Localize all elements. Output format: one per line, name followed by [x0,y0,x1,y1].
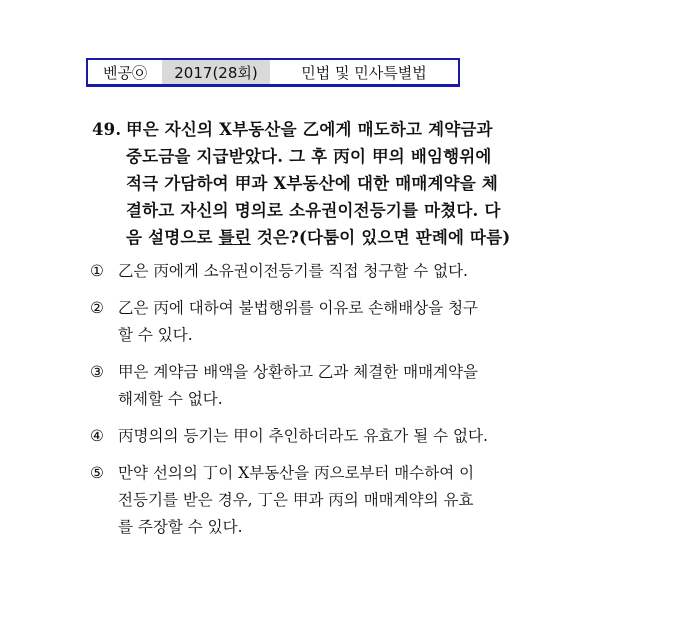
choice-5[interactable] [90,460,570,541]
exam-header [86,58,460,87]
question-line [92,170,570,197]
choice-marker: ⑤ [90,464,104,482]
choice-marker: ④ [90,427,104,445]
choice-text: 해제할 수 없다. [118,390,223,408]
choice-text: 乙은 丙에게 소유권이전등기를 직접 청구할 수 없다. [118,262,468,280]
question-text: 적극 가담하여 甲과 X부동산에 대한 매매계약을 체 [126,174,499,193]
choice-marker: ② [90,299,104,317]
choice-text: 를 주장할 수 있다. [118,518,243,536]
exam-year-label: 2017(28회) [162,60,270,84]
choice-3[interactable] [90,359,570,413]
choice-text: 만약 선의의 丁이 X부동산을 丙으로부터 매수하여 이 [118,464,475,482]
question-text: 중도금을 지급받았다. 그 후 丙이 甲의 배임행위에 [126,147,492,166]
choice-marker: ① [90,262,104,280]
choice-2[interactable] [90,295,570,349]
question-line [92,143,570,170]
question-text: 결하고 자신의 명의로 소유권이전등기를 마쳤다. 다 [126,201,501,220]
question-text: 甲은 자신의 X부동산을 乙에게 매도하고 계약금과 [126,120,493,139]
emphasis-word: 틀린 [218,228,251,247]
choice-marker: ③ [90,363,104,381]
subject-label: 민법 및 민사특별법 [301,63,427,82]
question-line [92,116,570,143]
source-label: 벤공㉧ [103,63,147,82]
question-number: 49. [92,120,122,139]
choice-text: 乙은 丙에 대하여 불법행위를 이유로 손해배상을 청구 [118,299,479,317]
choice-text: 丙명의의 등기는 甲이 추인하더라도 유효가 될 수 없다. [118,427,488,445]
question-line [92,197,570,224]
choice-text: 전등기를 받은 경우, 丁은 甲과 丙의 매매계약의 유효 [118,491,474,509]
question-stem [92,116,570,251]
choice-4[interactable] [90,423,570,450]
question-text: 것은?(다툼이 있으면 판례에 따름) [250,228,511,247]
choice-text: 할 수 있다. [118,326,193,344]
choice-text: 甲은 계약금 배액을 상환하고 乙과 체결한 매매계약을 [118,363,479,381]
question-line [92,224,570,251]
answer-choices [90,258,570,551]
choice-1[interactable] [90,258,570,285]
question-text: 음 설명으로 [126,228,219,247]
